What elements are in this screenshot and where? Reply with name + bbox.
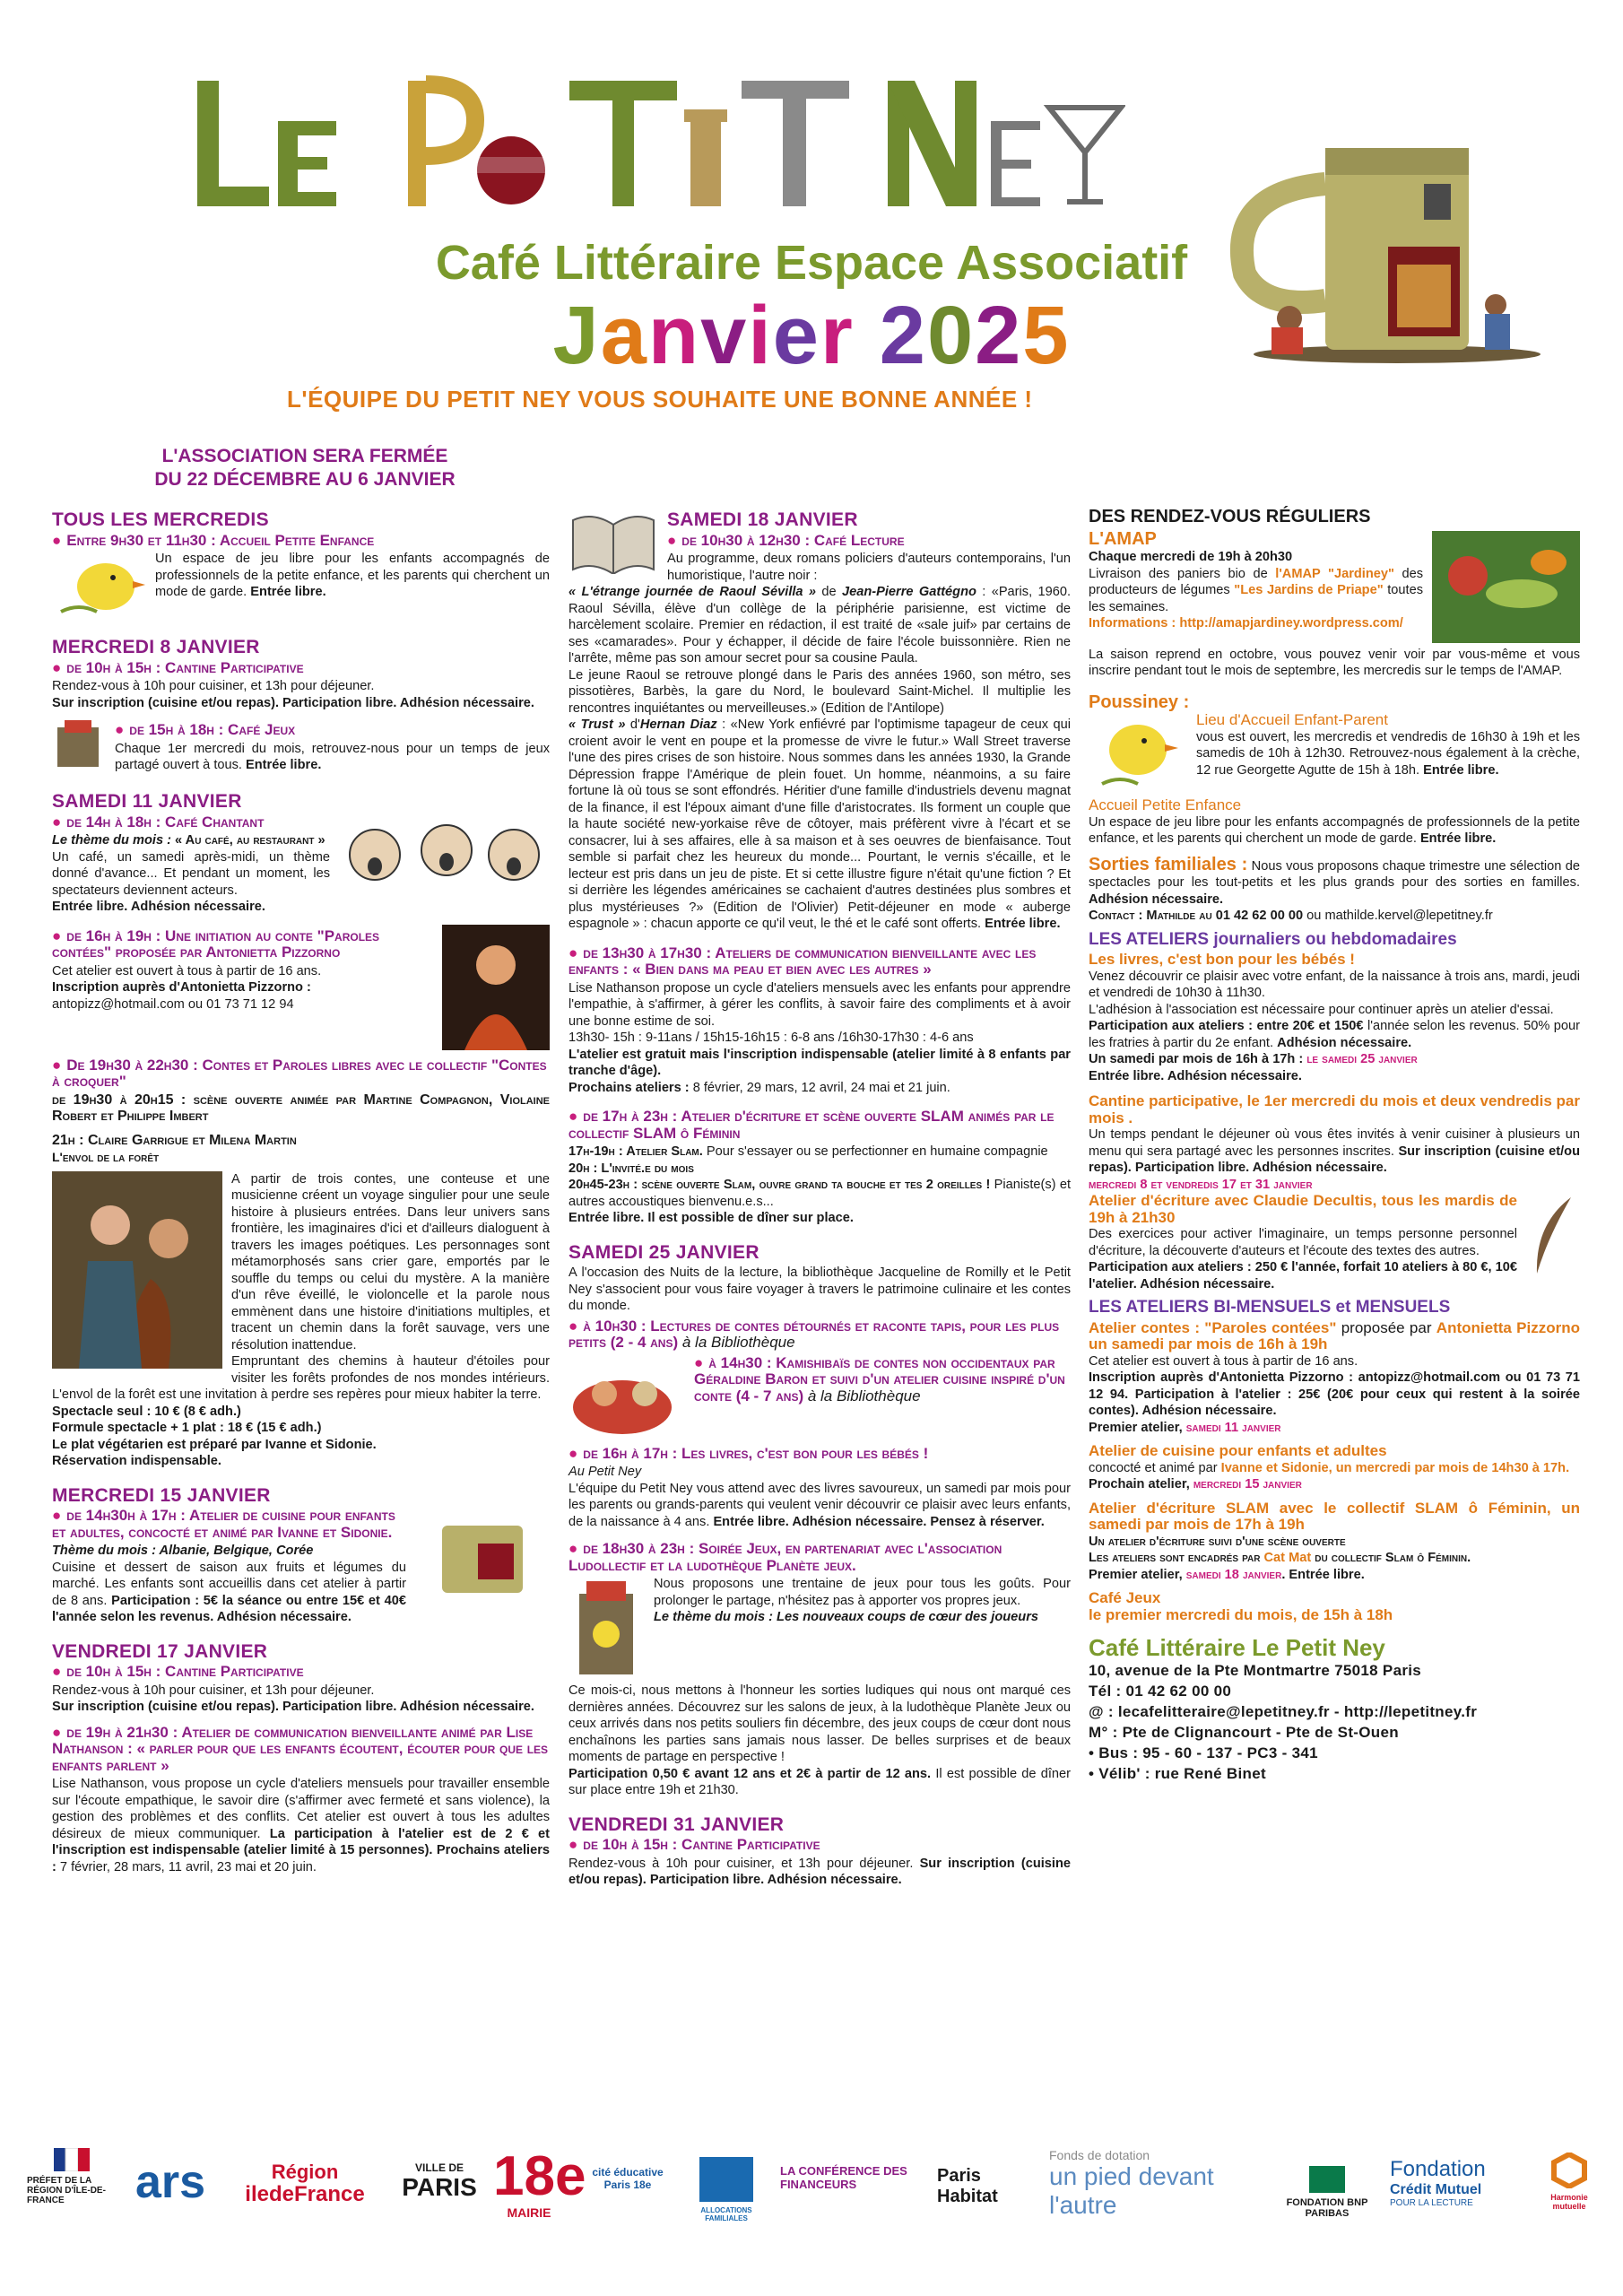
vegetables-photo: [1432, 531, 1580, 643]
caf-logo: [699, 2157, 753, 2202]
event-hours: 13h30- 15h : 9-11ans / 15h15-16h15 : 6-8 ans /16h30-17h30 : 4-6 ans: [568, 1031, 974, 1045]
sponsor-caf: [686, 2157, 767, 2247]
logo-letters: [193, 72, 1125, 233]
marianne-logo: [54, 2148, 90, 2171]
contact-bus: • Bus : 95 - 60 - 137 - PC3 - 341: [1089, 1744, 1318, 1761]
bnp-label: FONDATION BNP PARIBAS: [1286, 2197, 1368, 2219]
month-letter: v: [700, 290, 749, 381]
contact-title: Café Littéraire Le Petit Ney: [1089, 1634, 1385, 1661]
section-heading: DES RENDEZ-VOUS RÉGULIERS: [1089, 507, 1371, 526]
ateliers-heading: LES ATELIERS journaliers ou hebdomadaires: [1089, 929, 1457, 949]
new-year-wishes: L'ÉQUIPE DU PETIT NEY VOUS SOUHAITE UNE BONNE ANNÉE !: [287, 386, 1033, 413]
atelier-price: Participation aux ateliers : entre 20€ et 150€ l'année selon les revenus. 50% pour les fratries à partir du 2e enfant. Adhésion nécessaire.: [1089, 1019, 1580, 1050]
cooking-illustration: [415, 1508, 550, 1597]
event-text: Un espace de jeu libre pour les enfants accompagnés de professionnels de la petite enfance, et les parents qui cherchent un mode de garde. Entrée libre.: [155, 552, 550, 599]
sponsor-cite: [583, 2166, 673, 2256]
amap-season: La saison reprend en octobre, vous pouvez venir voir par vous-même et vous inscrire pendant tout le mois de septembre, les mercredis sur le temps de l'AMAP.: [1089, 647, 1580, 678]
closure-notice: [117, 445, 493, 491]
atelier-title: Café Jeux: [1089, 1589, 1161, 1606]
month-letter: n: [647, 290, 701, 381]
book-review: « Trust » d'Hernan Diaz : «New York enfiévré par l'optimisme tapageur de ceux qui croient avoir le vent en poupe et la promesse de vivre le futur.» Wall Street traverse l'une des pires crises de son histoire. Nous sommes dans les années 1930, la Grande Dépression frappe l'Amérique de plein fouet. Un homme, néanmoins, a su faire fortune là où tous se sont effondrés. Héritier d'une famille d'industriels devenu magnat de la finance, il est l'époux aimant d'une fille d'aristocrates. Ils forment un couple que la haute société new-yorkaise rêve de côtoyer, mais préfèrent vivre à l'écart et se consacrer, lui à ses affaires, elle à sa maison et à ses oeuvres de bienfaisance. Tout semble si parfait chez les heureux du monde... Pourtant, le vernis s'écaille, et le lecteur est pris dans un jeu de piste. Et si cette illustre figure n'était qu'une fiction ? Et si derrière les légendes américaines se cachaient d'autres destinées plus sombres et plus mystérieuses ?» (Edition de l'Olivier) Petit-déjeuner en mode « auberge espagnole » : chacun apporte ce qu'il veut, le thé et le café sont offerts. Entrée libre.: [568, 718, 1071, 931]
atelier-text: Un temps pendant le déjeuner où vous êtes invités à venir cuisiner à plusieurs un menu qui sera partagé avec les personnes inscrites. Sur inscription (cuisine et/ou repas). Participation libre. Adhésion nécessaire.: [1089, 1127, 1580, 1175]
ville-label: VILLE DE: [414, 2161, 464, 2174]
event-text: Ce mois-ci, nous mettons à l'honneur les sorties ludiques qui nous ont marqué ces dernières années. Découvrez sur les salons de jeux, à la ludothèque Planète Jeux ou ceux arrivés dans nos petits souliers fin décembre, des jeux coups de cœur dont nous enchaînons les parties sans jamais nous lasser. De belles surprises et de beaux moments de partage en perspective !: [568, 1683, 1071, 1764]
event-conditions: Entrée libre. Adhésion nécessaire.: [52, 900, 265, 914]
games-icon: [52, 718, 106, 772]
day-heading: VENDREDI 31 JANVIER: [568, 1813, 785, 1835]
event-text: Rendez-vous à 10h pour cuisiner, et 13h pour déjeuner. Sur inscription (cuisine et/ou repas). Participation libre. Adhésion nécessaire.: [568, 1856, 1071, 1887]
event-text: Cet atelier est ouvert à tous à partir de 16 ans.: [52, 963, 322, 978]
amap-info-link[interactable]: Informations : http://amapjardiney.wordpress.com/: [1089, 616, 1403, 631]
event-description: A partir de trois contes, une conteuse et une musicienne créent un voyage singulier pour une seule histoire à plusieurs entrées. Dans leur univers sans frontière, les imaginaires d'ici et d'ailleurs dialoguent à travers les images poétiques. Les personnages sont métamorphosés sans crier gare, emportés par le souffle du temps ou celui du mystère. A la manière d'un rêve éveillé, le violoncelle et la parole nous emmènent dans une histoire d'initiations multiples, et tracent un chemin dans la forêt sauvage, vers une résolution inattendue.: [231, 1171, 550, 1352]
sponsor-conference: [780, 2164, 924, 2254]
column-left: [52, 507, 550, 1875]
atelier-first: Prochain atelier, mercredi 15 janvier: [1089, 1477, 1302, 1492]
chick-icon: [52, 551, 146, 618]
event-text: Lise Nathanson propose un cycle d'ateliers mensuels avec les enfants pour apprendre l'empathie, à s'affirmer, à gérer les conflits, à savoir faire des compliments et à avoir une bonne estime de soi.: [568, 980, 1071, 1029]
event-line: 20h45-23h : scène ouverte Slam, ouvre grand ta bouche et tes 2 oreilles ! Pianiste(s) et autres accoustiques bienvenu.e.s...: [568, 1178, 1072, 1209]
closure-line-2: DU 22 DÉCEMBRE AU 6 JANVIER: [154, 469, 456, 490]
region-label-2: iledeFrance: [245, 2182, 365, 2206]
event-text: A l'occasion des Nuits de la lecture, la bibliothèque Jacqueline de Romilly et le Petit Ney s'associent pour vous faire voyager à travers le patrimoine culinaire et les contes du monde.: [568, 1265, 1071, 1313]
event-next: Prochains ateliers : 8 février, 29 mars, 12 avril, 24 mai et 21 juin.: [568, 1080, 950, 1095]
event-text: Nous proposons une trentaine de jeux pour tous les goûts. Pour prolonger le partage, n'hésitez pas à apporter vos propres jeux.: [654, 1577, 1071, 1608]
conference-label: LA CONFÉRENCE DES FINANCEURS: [780, 2164, 907, 2191]
cm-label: Crédit Mutuel: [1390, 2182, 1482, 2197]
amap-text: Livraison des paniers bio de l'AMAP "Jardiney" des producteurs de légumes "Les Jardins de Priape" toutes les semaines.: [1089, 566, 1424, 614]
event-text: Rendez-vous à 10h pour cuisiner, et 13h pour déjeuner.: [52, 679, 375, 693]
amap-title: L'AMAP: [1089, 528, 1157, 549]
event-title: ● de 13h30 à 17h30 : Ateliers de communication bienveillante avec les enfants : « Bien dans ma peau et bien avec les autres »: [568, 944, 1037, 978]
day-heading: SAMEDI 11 JANVIER: [52, 791, 242, 812]
month-letter: 5: [1022, 290, 1071, 381]
month-letter: a: [600, 290, 648, 381]
sponsors-footer: [27, 2145, 1596, 2242]
event-contact: antopizz@hotmail.com ou 01 73 71 12 94: [52, 996, 294, 1012]
price-line: Le plat végétarien est préparé par Ivanne et Sidonie.: [52, 1437, 377, 1452]
day-heading: VENDREDI 17 JANVIER: [52, 1640, 268, 1662]
event-conditions: Entrée libre. Il est possible de dîner sur place.: [568, 1211, 854, 1225]
contact-metro: M° : Pte de Clignancourt - Pte de St-Ouen: [1089, 1723, 1399, 1741]
day-heading: MERCREDI 8 JANVIER: [52, 637, 260, 657]
atelier-title: Les livres, c'est bon pour les bébés !: [1089, 951, 1355, 968]
event-text: Au programme, deux romans policiers d'auteurs contemporains, l'un humoristique, l'autre noir :: [667, 552, 1071, 583]
event-price: Participation 0,50 € avant 12 ans et 2€ à partir de 12 ans. Il est possible de dîner sur place entre 19h et 21h30.: [568, 1766, 1071, 1797]
atelier-text: Venez découvrir ce plaisir avec votre enfant, de la naissance à trois ans, mardi, jeudi et vendredi de 10h30 à 11h30.: [1089, 969, 1580, 1000]
atelier-dates: mercredi 8 et vendredis 17 et 31 janvier: [1089, 1177, 1313, 1192]
cite-label: cité éducative Paris 18e: [592, 2166, 664, 2191]
harmonie-logo: [1551, 2152, 1587, 2188]
atelier-price: Participation aux ateliers : 250 € l'année, forfait 10 ateliers à 80 €, 10€ l'atelier. Adhésion nécessaire.: [1089, 1260, 1518, 1292]
contact-velib: • Vélib' : rue René Binet: [1089, 1764, 1266, 1782]
column-middle: [568, 507, 1071, 1889]
book-review: « L'étrange journée de Raoul Sévilla » de Jean-Pierre Gattégno : «Paris, 1960. Raoul Sévilla, élève d'un collège de la périphérie parisienne, est victime de harcèlement scolaire. Premier en rédaction, il est traité de «sale juif» par certains de ses «camarades». Pour y échapper, il décide de faire l'école buissonnière. Rien ne l'arrête, même pas son amour secret pour sa cousine Paula.: [568, 585, 1071, 665]
event-line: 17h-19h : Atelier Slam. Pour s'essayer ou se perfectionner en humaine compagnie: [568, 1144, 1048, 1159]
price-line: Réservation indispensable.: [52, 1454, 221, 1468]
habitat-label: Paris Habitat: [937, 2166, 998, 2206]
event-text: L'équipe du Petit Ney vous attend avec des livres savoureux, un samedi par mois pour les parents ou grands-parents qui veulent venir découvrir ce plaisir avec leurs enfants, de la naissance à 4 ans. Entrée libre. Adhésion nécessaire. Pensez à réserver.: [568, 1481, 1071, 1529]
event-title: ● Entre 9h30 et 11h30 : Accueil Petite Enfance: [52, 531, 375, 549]
region-label: Région: [271, 2161, 339, 2183]
musicians-photo: [52, 1171, 222, 1369]
price-line: Spectacle seul : 10 € (8 € adh.): [52, 1404, 241, 1419]
poussiney-subtitle: Lieu d'Accueil Enfant-Parent: [1196, 711, 1388, 728]
atelier-title: Cantine participative, le 1er mercredi du mois et deux vendredis par mois .: [1089, 1092, 1580, 1126]
event-title: ● de 14h30h à 17h : Atelier de cuisine pour enfants et adultes, concocté et animé par Ivanne et Sidonie.: [52, 1507, 395, 1541]
chick-icon: [1089, 712, 1187, 788]
sponsor-habitat: [937, 2166, 1045, 2256]
month-title: [0, 289, 1623, 383]
atelier-first: Premier atelier, samedi 18 janvier. Entrée libre.: [1089, 1567, 1365, 1582]
event-text: Rendez-vous à 10h pour cuisiner, et 13h pour déjeuner.: [52, 1683, 375, 1698]
atelier-conditions: Entrée libre. Adhésion nécessaire.: [1089, 1068, 1302, 1083]
event-title: ● de 19h à 21h30 : Atelier de communication bienveillante animé par Lise Nathanson : « parler pour que les enfants écoutent, écouter pour que les enfants parlent »: [52, 1723, 549, 1774]
event-conditions: Sur inscription (cuisine et/ou repas). Participation libre. Adhésion nécessaire.: [52, 695, 534, 710]
event-title: ● de 10h30 à 12h30 : Café Lecture: [667, 531, 905, 549]
sponsor-mairie: [493, 2145, 586, 2238]
event-title: ● de 10h à 15h : Cantine Participative: [52, 658, 304, 676]
event-conditions: Sur inscription (cuisine et/ou repas). Participation libre. Adhésion nécessaire.: [52, 1700, 534, 1714]
atelier-text: Cet atelier est ouvert à tous à partir de 16 ans.: [1089, 1353, 1358, 1369]
atelier-conditions: Inscription auprès d'Antonietta Pizzorno : antopizz@hotmail.com ou 01 73 71 12 94. Participation à l'atelier : 25€ (20€ pour ceux qui restent à la soirée contes). Adhésion nécessaire.: [1089, 1370, 1580, 1418]
atelier-title: Atelier d'écriture SLAM avec le collectif SLAM ô Féminin, un samedi par mois de 17h à 19h: [1089, 1499, 1580, 1533]
contact-web[interactable]: @ : lecafelitteraire@lepetitney.fr - http://lepetitney.fr: [1089, 1702, 1478, 1720]
event-title: ● de 17h à 23h : Atelier d'écriture et scène ouverte SLAM animés par le collectif SLAM ô Féminin: [568, 1108, 1055, 1142]
board-games-illustration: [568, 1576, 645, 1679]
sorties-contact: Contact : Mathilde au 01 42 62 00 00 ou mathilde.kervel@lepetitney.fr: [1089, 909, 1493, 923]
event-line: de 19h30 à 20h15 : scène ouverte animée par Martine Compagnon, Violaine Robert et Philippe Imbert: [52, 1091, 550, 1124]
sorties-text: Sorties familiales : Nous vous proposons chaque trimestre une sélection de spectacles pour les tout-petits et les plus grands pour des sorties en familles. Adhésion nécessaire.: [1089, 854, 1580, 907]
event-title: ● de 14h à 18h : Café Chantant: [52, 813, 265, 831]
bimensuels-heading: LES ATELIERS BI-MENSUELS et MENSUELS: [1089, 1298, 1451, 1317]
paris-label: PARIS: [402, 2173, 477, 2201]
event-title: ● de 10h à 15h : Cantine Participative: [52, 1663, 304, 1680]
month-letter: 2: [879, 290, 927, 381]
logo: [193, 72, 1125, 233]
atelier-text: le premier mercredi du mois, de 15h à 18h: [1089, 1605, 1393, 1623]
subtitle: Café Littéraire Espace Associatif: [435, 236, 1188, 290]
month-letter: J: [552, 290, 601, 381]
day-heading: SAMEDI 18 JANVIER: [667, 509, 858, 530]
event-theme: Le thème du mois : Les nouveaux coups de cœur des joueurs: [654, 1610, 1038, 1624]
month-letter: i: [748, 290, 773, 381]
event-line: 20h : L'invité.e du mois: [568, 1161, 694, 1176]
pied-label: un pied devant l'autre: [1049, 2162, 1214, 2219]
event-title: ● De 19h30 à 22h30 : Contes et Paroles libres avec le collectif "Contes à croquer": [52, 1056, 547, 1090]
day-heading: TOUS LES MERCREDIS: [52, 509, 269, 530]
event-title: ● de 16h à 19h : Une initiation au conte "Paroles contées" proposée par Antonietta Pizzorno: [52, 926, 380, 961]
event-text: Un café, un samedi après-midi, un thème donné d'avance... Et pendant un moment, les spectateurs deviennent acteurs.: [52, 849, 330, 898]
accueil-text: Un espace de jeu libre pour les enfants accompagnés de professionnels de la petite enfance, et les parents qui cherchent un mode de garde. Entrée libre.: [1089, 814, 1580, 846]
month-letter: 0: [926, 290, 976, 381]
sponsor-prefet: [27, 2148, 117, 2238]
month-letter: r: [820, 290, 855, 381]
event-title: ● à 14h30 : Kamishibaïs de contes non occidentaux par Géraldine Baron et suivi d'un atelier cuisine inspiré d'un conte (4 - 7 ans) à la Bibliothèque: [694, 1353, 1065, 1405]
lecture-label: POUR LA LECTURE: [1390, 2198, 1473, 2208]
event-text: Lise Nathanson, vous propose un cycle d'ateliers mensuels pour travailler ensemble sur l'écoute empathique, le savoir dire (s'affirmer avec fermeté et sans violence), la gestion des problèmes et des conflits. Cet atelier est ouvert à tous les adultes désireux de mieux communiquer. La participation à l'atelier est de 2 € et l'inscription est indispensable (atelier limité à 15 personnes). Prochains ateliers : 7 février, 28 mars, 11 avril, 23 mai et 20 juin.: [52, 1777, 550, 1874]
event-title: ● à 10h30 : Lectures de contes détournés et raconte tapis, pour les plus petits (2 - 4 ans) à la Bibliothèque: [568, 1317, 1060, 1351]
sponsor-region: [229, 2161, 381, 2251]
bnp-logo: [1309, 2166, 1345, 2193]
month-letter: e: [772, 290, 820, 381]
atelier-text: Un atelier d'écriture suivi d'une scène ouverte: [1089, 1534, 1346, 1549]
atelier-title: Atelier contes : "Paroles contées" proposée par Antonietta Pizzorno un samedi par mois de 16h à 19h: [1089, 1318, 1580, 1352]
accueil-subtitle: Accueil Petite Enfance: [1089, 796, 1242, 813]
day-heading: SAMEDI 25 JANVIER: [568, 1241, 759, 1263]
event-place: Au Petit Ney: [568, 1465, 642, 1479]
mairie-label: MAIRIE: [507, 2205, 551, 2220]
event-description: Empruntant des chemins à hauteur d'étoiles pour visiter les forêts profondes de nos mondes intérieurs. L'envol de la forêt est une invitation à perdre ses repères pour mieux habiter la terre.: [52, 1354, 550, 1402]
prefet-label: PRÉFET DE LA RÉGION D'ÎLE-DE-FRANCE: [27, 2176, 106, 2205]
atelier-text: Les ateliers sont encadrés par Cat Mat du collectif Slam ô Féminin.: [1089, 1551, 1471, 1565]
mairie-number: 18e: [493, 2145, 586, 2207]
book-icon: [568, 507, 658, 574]
sponsor-harmonie: [1542, 2152, 1596, 2242]
closure-line-1: L'ASSOCIATION SERA FERMÉE: [161, 446, 448, 466]
ars-logo: ars: [135, 2156, 206, 2208]
event-title: ● de 18h30 à 23h : Soirée Jeux, en partenariat avec l'association Ludollectif et la ludothèque Planète jeux.: [568, 1540, 1002, 1574]
month-letter: 2: [975, 290, 1023, 381]
harmonie-label: Harmonie mutuelle: [1550, 2193, 1588, 2211]
atelier-text: concocté et animé par Ivanne et Sidonie, un mercredi par mois de 14h30 à 17h.: [1089, 1460, 1570, 1475]
event-title: ● de 16h à 17h : Les livres, c'est bon pour les bébés !: [568, 1444, 929, 1462]
atelier-text: Des exercices pour activer l'imaginaire, un temps personne personnel d'écriture, la découverte d'auteurs et l'écoute des textes des autres.: [1089, 1227, 1517, 1258]
contact-block: [1089, 1634, 1580, 1784]
atelier-title: Atelier d'écriture avec Claudie Decultis, tous les mardis de 19h à 21h30: [1089, 1192, 1517, 1226]
fonds-label: Fonds de dotation: [1049, 2148, 1150, 2162]
sponsor-bnp: [1278, 2166, 1376, 2256]
fondation-label: Fondation: [1390, 2157, 1486, 2181]
price-line: Formule spectacle + 1 plat : 18 € (15 € adh.): [52, 1421, 322, 1435]
kamishibai-illustration: [568, 1353, 685, 1439]
column-right: [1089, 507, 1580, 1784]
day-heading: MERCREDI 15 JANVIER: [52, 1484, 271, 1506]
contact-address: 10, avenue de la Pte Montmartre 75018 Paris: [1089, 1661, 1422, 1679]
book-review: Le jeune Raoul se retrouve plongé dans le Paris des années 1960, son métro, ses pissotières, Barbès, la gare du Nord, le boulevard Saint-Michel. Il multiplie les rencontres inquiétantes ou merveilleuses.» (Edition de l'Antilope): [568, 667, 1071, 716]
poussiney-text: vous est ouvert, les mercredis et vendredis de 16h30 à 19h et les samedis de 10h à 12h30. Retrouvez-nous également à la crèche, 12 rue Georgette Agutte de 15h à 18h. Entrée libre.: [1196, 729, 1580, 778]
event-title: ● de 10h à 15h : Cantine Participative: [568, 1836, 820, 1853]
atelier-title: Atelier de cuisine pour enfants et adultes: [1089, 1442, 1387, 1459]
singers-illustration: [339, 814, 550, 900]
amap-when: Chaque mercredi de 19h à 20h30: [1089, 550, 1293, 564]
event-theme: Thème du mois : Albanie, Belgique, Corée: [52, 1544, 314, 1558]
atelier-saturday: Un samedi par mois de 16h à 17h : le samedi 25 janvier: [1089, 1052, 1418, 1066]
contact-phone[interactable]: Tél : 01 42 62 00 00: [1089, 1682, 1232, 1700]
event-title: ● de 15h à 18h : Café Jeux: [115, 721, 296, 738]
event-conditions: Inscription auprès d'Antonietta Pizzorno :: [52, 980, 311, 995]
sponsor-pied: [1049, 2148, 1255, 2238]
atelier-first: Premier atelier, samedi 11 janvier: [1089, 1420, 1281, 1435]
event-theme: Le thème du mois : « Au café, au restaurant »: [52, 833, 325, 848]
sponsor-ars: [126, 2157, 215, 2247]
poussiney-title: Poussiney :: [1089, 691, 1190, 712]
event-line: 21h : Claire Garrigue et Milena Martin: [52, 1132, 297, 1148]
sponsor-paris: [399, 2161, 480, 2251]
storyteller-photo: [442, 925, 550, 1050]
event-subtitle: L'envol de la forêt: [52, 1150, 160, 1164]
event-conditions: L'atelier est gratuit mais l'inscription indispensable (atelier limité à 8 enfants par tranche d'âge).: [568, 1047, 1071, 1078]
caf-label: ALLOCATIONS FAMILIALES: [700, 2206, 752, 2222]
event-text: Cuisine et dessert de saison aux fruits et légumes du marché. Les enfants sont accueillis dans cet atelier à partir de 8 ans. Participation : 5€ la séance ou entre 15€ et 40€ l'année selon les revenus. Adhésion nécessaire.: [52, 1560, 406, 1624]
atelier-text: L'adhésion à l'association est nécessaire pour continuer après un atelier d'essai.: [1089, 1002, 1554, 1017]
sponsor-creditmutuel: [1390, 2157, 1524, 2247]
event-text: Chaque 1er mercredi du mois, retrouvez-nous pour un temps de jeux partagé ouvert à tous. Entrée libre.: [115, 741, 550, 772]
quill-icon: [1526, 1193, 1580, 1278]
